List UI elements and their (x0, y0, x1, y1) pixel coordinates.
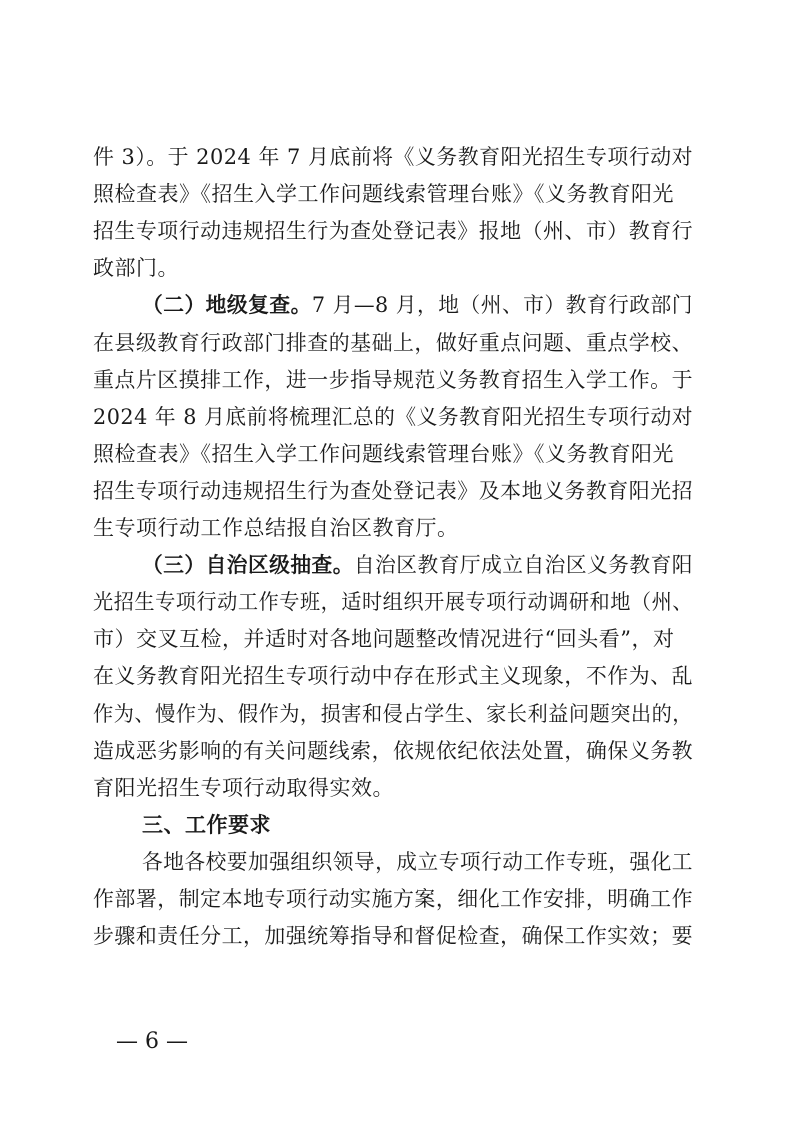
paragraph-line (93, 769, 693, 807)
paragraph-line (93, 509, 693, 547)
line-text: 2024 年 8 月底前将梳理汇总的《义务教育阳光招生专项行动对 (93, 404, 693, 429)
paragraph-line (93, 732, 693, 770)
paragraph-line (93, 657, 693, 695)
line-text: 作部署，制定本地专项行动实施方案，细化工作安排，明确工作 (93, 887, 693, 911)
paragraph-line (93, 212, 693, 250)
paragraph-line (93, 917, 693, 955)
subsection-heading: （三）自治区级抽查。 (142, 553, 354, 578)
paragraph-line (93, 175, 693, 213)
line-text: 政部门。 (93, 256, 179, 281)
paragraph-line (93, 583, 693, 621)
line-text: 件 3）。于 2024 年 7 月底前将《义务教育阳光招生专项行动对 (93, 145, 693, 169)
line-text: 造成恶劣影响的有关问题线索，依规依纪依法处置，确保义务教 (93, 738, 693, 763)
section-heading-line (142, 806, 693, 844)
line-text: 自治区教育厅成立自治区义务教育阳 (353, 553, 693, 578)
line-text: 光招生专项行动工作专班，适时组织开展专项行动调研和地（州、 (93, 590, 693, 615)
subsection-heading: （二）地级复查。 (142, 293, 312, 318)
paragraph-line (93, 324, 693, 362)
line-text: 市）交叉互检，并适时对各地问题整改情况进行“回头看”，对 (93, 627, 675, 652)
paragraph-line (93, 138, 693, 176)
line-text: 在义务教育阳光招生专项行动中存在形式主义现象，不作为、乱 (93, 664, 693, 689)
paragraph-line (93, 249, 693, 287)
paragraph-line (142, 546, 693, 584)
line-text: 7 月—8 月，地（州、市）教育行政部门 (311, 293, 693, 318)
line-text: 重点片区摸排工作，进一步指导规范义务教育招生入学工作。于 (93, 367, 693, 392)
paragraph-line (93, 398, 693, 436)
paragraph-line (93, 472, 693, 510)
paragraph-line (93, 695, 693, 733)
line-text: 步骤和责任分工，加强统筹指导和督促检查，确保工作实效；要 (93, 924, 693, 949)
paragraph-line (93, 620, 693, 658)
paragraph-line (142, 843, 693, 881)
line-text: 照检查表》《招生入学工作问题线索管理台账》《义务教育阳光 (93, 441, 674, 466)
line-text: 各地各校要加强组织领导，成立专项行动工作专班，强化工 (142, 849, 693, 874)
paragraph-line (142, 286, 693, 324)
line-text: 招生专项行动违规招生行为查处登记表》及本地义务教育阳光招 (93, 478, 693, 503)
paragraph-line (93, 880, 693, 918)
page-number: — 6 — (116, 1029, 188, 1054)
paragraph-line (93, 435, 693, 473)
section-heading: 三、工作要求 (142, 812, 271, 837)
line-text: 作为、慢作为、假作为，损害和侵占学生、家长利益问题突出的， (93, 701, 693, 726)
line-text: 育阳光招生专项行动取得实效。 (93, 775, 394, 800)
line-text: 在县级教育行政部门排查的基础上，做好重点问题、重点学校、 (93, 330, 693, 355)
line-text: 照检查表》《招生入学工作问题线索管理台账》《义务教育阳光 (93, 182, 674, 207)
line-text: 招生专项行动违规招生行为查处登记表》报地（州、市）教育行 (93, 219, 693, 244)
line-text: 生专项行动工作总结报自治区教育厅。 (93, 516, 459, 540)
paragraph-line (93, 361, 693, 399)
